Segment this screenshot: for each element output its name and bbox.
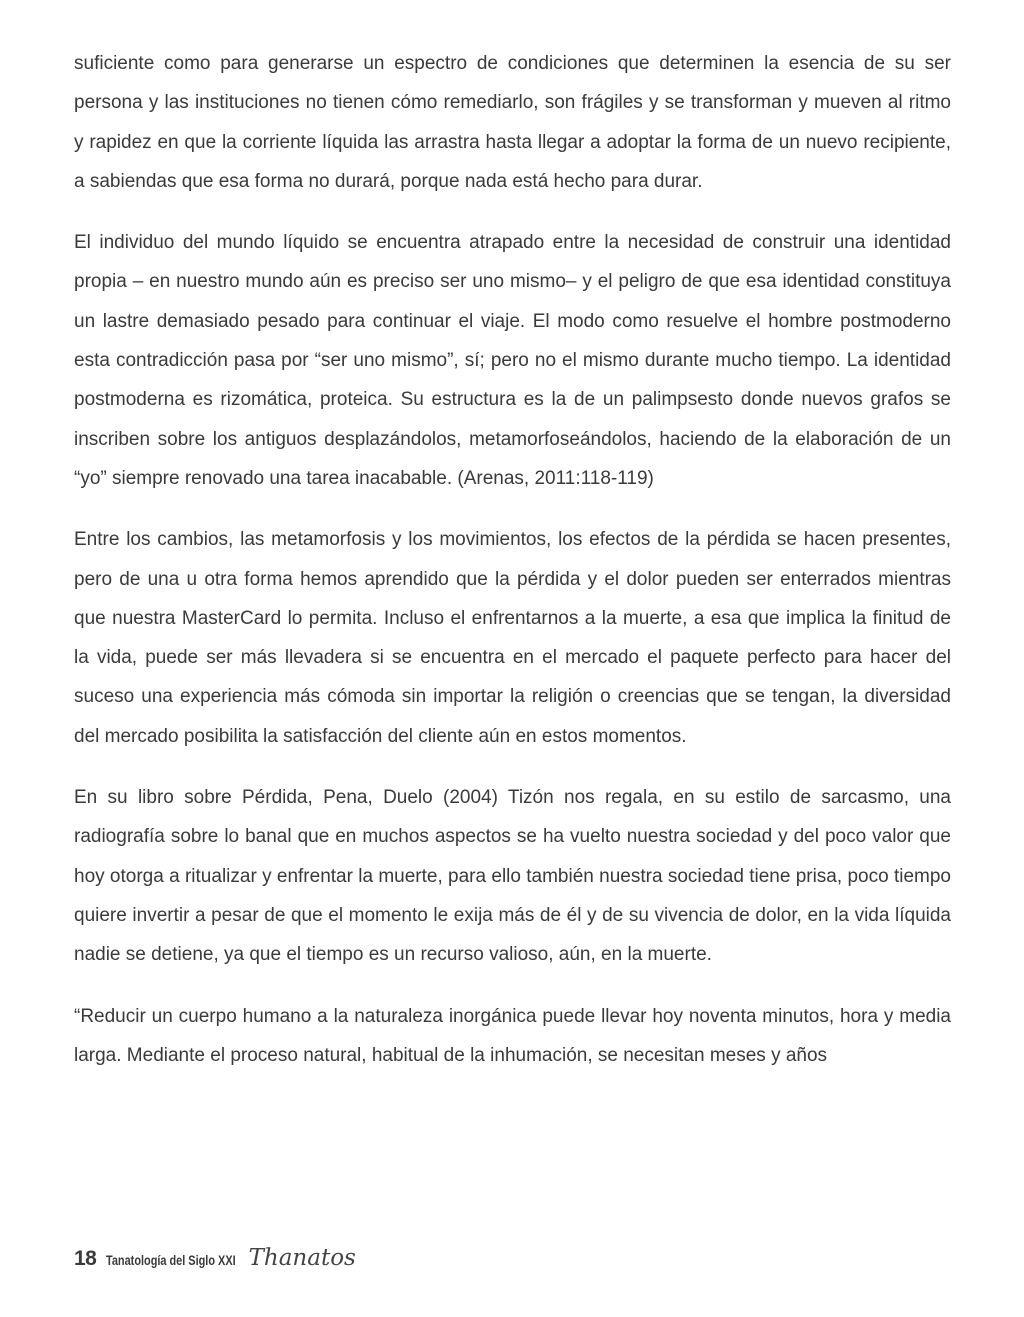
page-footer (74, 1245, 356, 1273)
paragraph-5: “Reducir un cuerpo humano a la naturaleza inorgánica puede llevar hoy noventa minutos, hora y media larga. Mediante el proceso natural, habitual de la inhumación, se necesitan meses y años (74, 1005, 951, 1066)
paragraph-1: suficiente como para generarse un espectro de condiciones que determinen la esencia de su ser persona y las instituciones no tienen cómo remediarlo, son frágiles y se transforman y mueven al ritmo y rapidez en que la corriente líquida las arrastra hasta llegar a adoptar la forma de un nuevo recipiente, a sabiendas que esa forma no durará, porque nada está hecho para durar. (74, 53, 951, 192)
publication-title: Tanatología del Siglo XXI (106, 1252, 236, 1268)
paragraph-4: En su libro sobre Pérdida, Pena, Duelo (2004) Tizón nos regala, en su estilo de sarcasmo, una radiografía sobre lo banal que en muchos aspectos se ha vuelto nuestra sociedad y del poco valor que hoy otorga a ritualizar y enfrentar la muerte, para ello también nuestra sociedad tiene prisa, poco tiempo quiere invertir a pesar de que el momento le exija más de él y de su vivencia de dolor, en la vida líquida nadie se detiene, ya que el tiempo es un recurso valioso, aún, en la muerte. (74, 787, 951, 966)
thanatos-logo: Thanatos (248, 1245, 356, 1271)
paragraph-2: El individuo del mundo líquido se encuentra atrapado entre la necesidad de construir una identidad propia – en nuestro mundo aún es preciso ser uno mismo– y el peligro de que esa identidad constituya un lastre demasiado pesado para continuar el viaje. El modo como resuelve el hombre postmoderno esta contradicción pasa por “ser uno mismo”, sí; pero no el mismo durante mucho tiempo. La identidad postmoderna es rizomática, proteica. Su estructura es la de un palimpsesto donde nuevos grafos se inscriben sobre los antiguos desplazándolos, metamorfoseándolos, haciendo de la elaboración de un “yo” siempre renovado una tarea inacabable. (Arenas, 2011:118-119) (74, 232, 951, 489)
paragraph-3: Entre los cambios, las metamorfosis y los movimientos, los efectos de la pérdida se hacen presentes, pero de una u otra forma hemos aprendido que la pérdida y el dolor pueden ser enterrados mientras que nuestra MasterCard lo permita. Incluso el enfrentarnos a la muerte, a esa que implica la finitud de la vida, puede ser más llevadera si se encuentra en el mercado el paquete perfecto para hacer del suceso una experiencia más cómoda sin importar la religión o creencias que se tengan, la diversidad del mercado posibilita la satisfacción del cliente aún en estos momentos. (74, 529, 951, 747)
page-number: 18 (74, 1247, 97, 1270)
body-text (74, 44, 951, 1097)
